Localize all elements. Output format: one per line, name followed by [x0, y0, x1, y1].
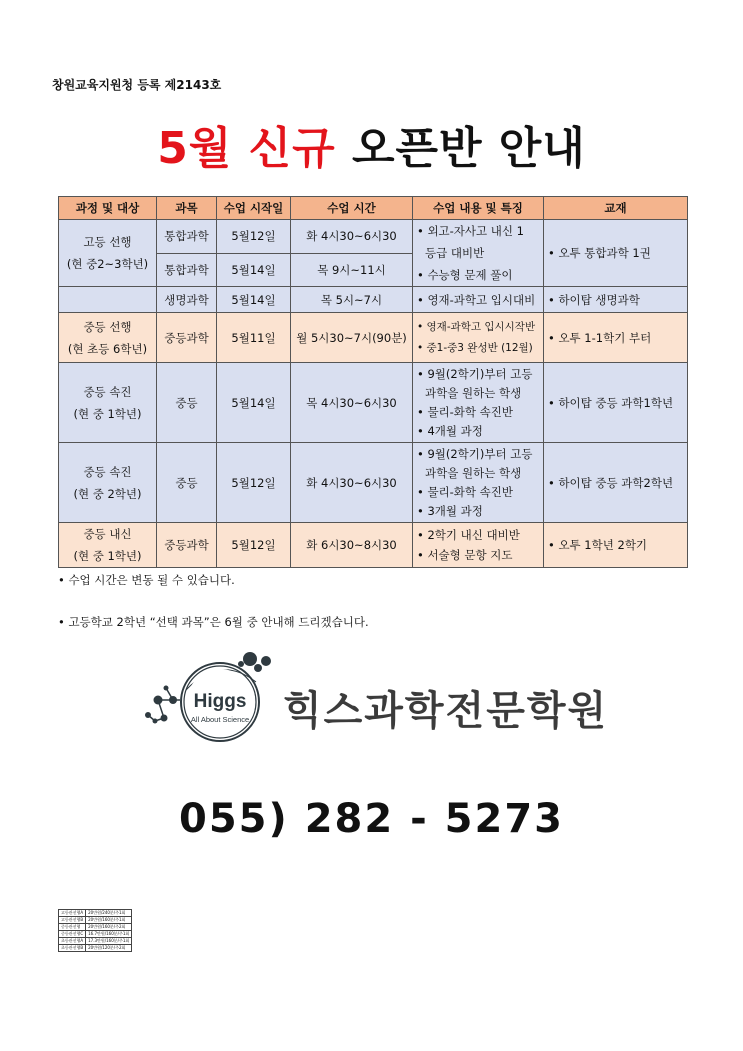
time-cell: 목 9시~11시	[291, 253, 413, 287]
textbook-cell: • 하이탑 중등 과학1학년	[544, 363, 688, 443]
logo-tagline: All About Science	[190, 715, 250, 724]
textbook-cell: • 오투 통합과학 1권	[544, 220, 688, 287]
schedule-table	[58, 196, 688, 568]
fee-price: 20만원/120분/주2회	[86, 945, 132, 952]
header-course: 과정 및 대상	[59, 197, 157, 220]
header-features: 수업 내용 및 특징	[413, 197, 544, 220]
table-row	[59, 443, 688, 523]
table-row	[59, 287, 688, 313]
features-cell: • 9월(2학기)부터 고등 과학을 원하는 학생 • 물리-화학 속진반 • 3개월 과정	[413, 443, 544, 523]
time-cell: 화 4시30~6시30	[291, 220, 413, 254]
fee-course: 중등관선행	[59, 924, 86, 931]
fee-row	[59, 931, 132, 938]
start-cell: 5월14일	[217, 363, 291, 443]
table-header-row	[59, 197, 688, 220]
start-cell: 5월12일	[217, 523, 291, 568]
fee-course: 초등관선행A	[59, 938, 86, 945]
features-cell: • 9월(2학기)부터 고등 과학을 원하는 학생 • 물리-화학 속진반 • 4개월 과정	[413, 363, 544, 443]
subject-cell: 중등과학	[157, 313, 217, 363]
fee-price: 20만원/160분/주1회	[86, 917, 132, 924]
fee-row	[59, 910, 132, 917]
header-subject: 과목	[157, 197, 217, 220]
start-cell: 5월12일	[217, 220, 291, 254]
table-row	[59, 313, 688, 363]
note-time-change: • 수업 시간은 변동 될 수 있습니다.	[58, 573, 235, 587]
subject-cell: 중등과학	[157, 523, 217, 568]
fee-row	[59, 945, 132, 952]
fee-course: 고등관선행B	[59, 917, 86, 924]
textbook-cell: • 오투 1-1학기 부터	[544, 313, 688, 363]
textbook-cell: • 오투 1학년 2학기	[544, 523, 688, 568]
logo-name: Higgs	[193, 691, 247, 712]
table-row	[59, 220, 688, 254]
fee-course: 초등관선행B	[59, 945, 86, 952]
academy-name: 힉스과학전문학원	[283, 688, 609, 734]
title-main: 오픈반 안내	[351, 123, 586, 174]
title-highlight: 5월 신규	[157, 123, 336, 174]
note-elective: • 고등학교 2학년 “선택 과목”은 6월 중 안내해 드리겠습니다.	[58, 615, 369, 629]
fee-row	[59, 924, 132, 931]
textbook-cell: • 하이탑 중등 과학2학년	[544, 443, 688, 523]
fee-price: 17.3만원/160분/주1회	[86, 938, 132, 945]
header-start-date: 수업 시작일	[217, 197, 291, 220]
fee-row	[59, 938, 132, 945]
start-cell: 5월12일	[217, 443, 291, 523]
start-cell: 5월14일	[217, 253, 291, 287]
subject-cell: 통합과학	[157, 253, 217, 287]
features-cell: • 영재-과학고 입시시작반 • 중1-중3 완성반 (12월)	[413, 313, 544, 363]
start-cell: 5월14일	[217, 287, 291, 313]
fee-table	[58, 909, 132, 952]
course-cell: 중등 선행 (현 초등 6학년)	[59, 313, 157, 363]
textbook-cell: • 하이탑 생명과학	[544, 287, 688, 313]
table-row	[59, 523, 688, 568]
fee-price: 20만원/240분/주1회	[86, 910, 132, 917]
subject-cell: 생명과학	[157, 287, 217, 313]
time-cell: 목 5시~7시	[291, 287, 413, 313]
table-row	[59, 363, 688, 443]
time-cell: 화 4시30~6시30	[291, 443, 413, 523]
time-cell: 월 5시30~7시(90분)	[291, 313, 413, 363]
start-cell: 5월11일	[217, 313, 291, 363]
phone-number: 055) 282 - 5273	[179, 796, 564, 842]
time-cell: 화 6시30~8시30	[291, 523, 413, 568]
page-title	[0, 112, 743, 176]
course-cell: 중등 속진 (현 중 2학년)	[59, 443, 157, 523]
fee-price: 20만원/160분/주2회	[86, 924, 132, 931]
course-cell: 중등 내신 (현 중 1학년)	[59, 523, 157, 568]
course-cell: 고등 선행 (현 중2~3학년)	[59, 220, 157, 287]
fee-row	[59, 917, 132, 924]
header-class-time: 수업 시간	[291, 197, 413, 220]
time-cell: 목 4시30~6시30	[291, 363, 413, 443]
subject-cell: 중등	[157, 363, 217, 443]
features-cell: • 외고-자사고 내신 1 등급 대비반 • 수능형 문제 풀이	[413, 220, 544, 287]
fee-course: 중등관선행C	[59, 931, 86, 938]
features-cell: • 영재-과학고 입시대비	[413, 287, 544, 313]
course-cell: 중등 속진 (현 중 1학년)	[59, 363, 157, 443]
course-cell-empty	[59, 287, 157, 313]
subject-cell: 중등	[157, 443, 217, 523]
fee-course: 고등관선행A	[59, 910, 86, 917]
subject-cell: 통합과학	[157, 220, 217, 254]
features-cell: • 2학기 내신 대비반 • 서술형 문항 지도	[413, 523, 544, 568]
registration-number: 창원교육지원청 등록 제2143호	[52, 78, 222, 92]
header-textbook: 교재	[544, 197, 688, 220]
fee-price: 16.7만원/160분/주1회	[86, 931, 132, 938]
